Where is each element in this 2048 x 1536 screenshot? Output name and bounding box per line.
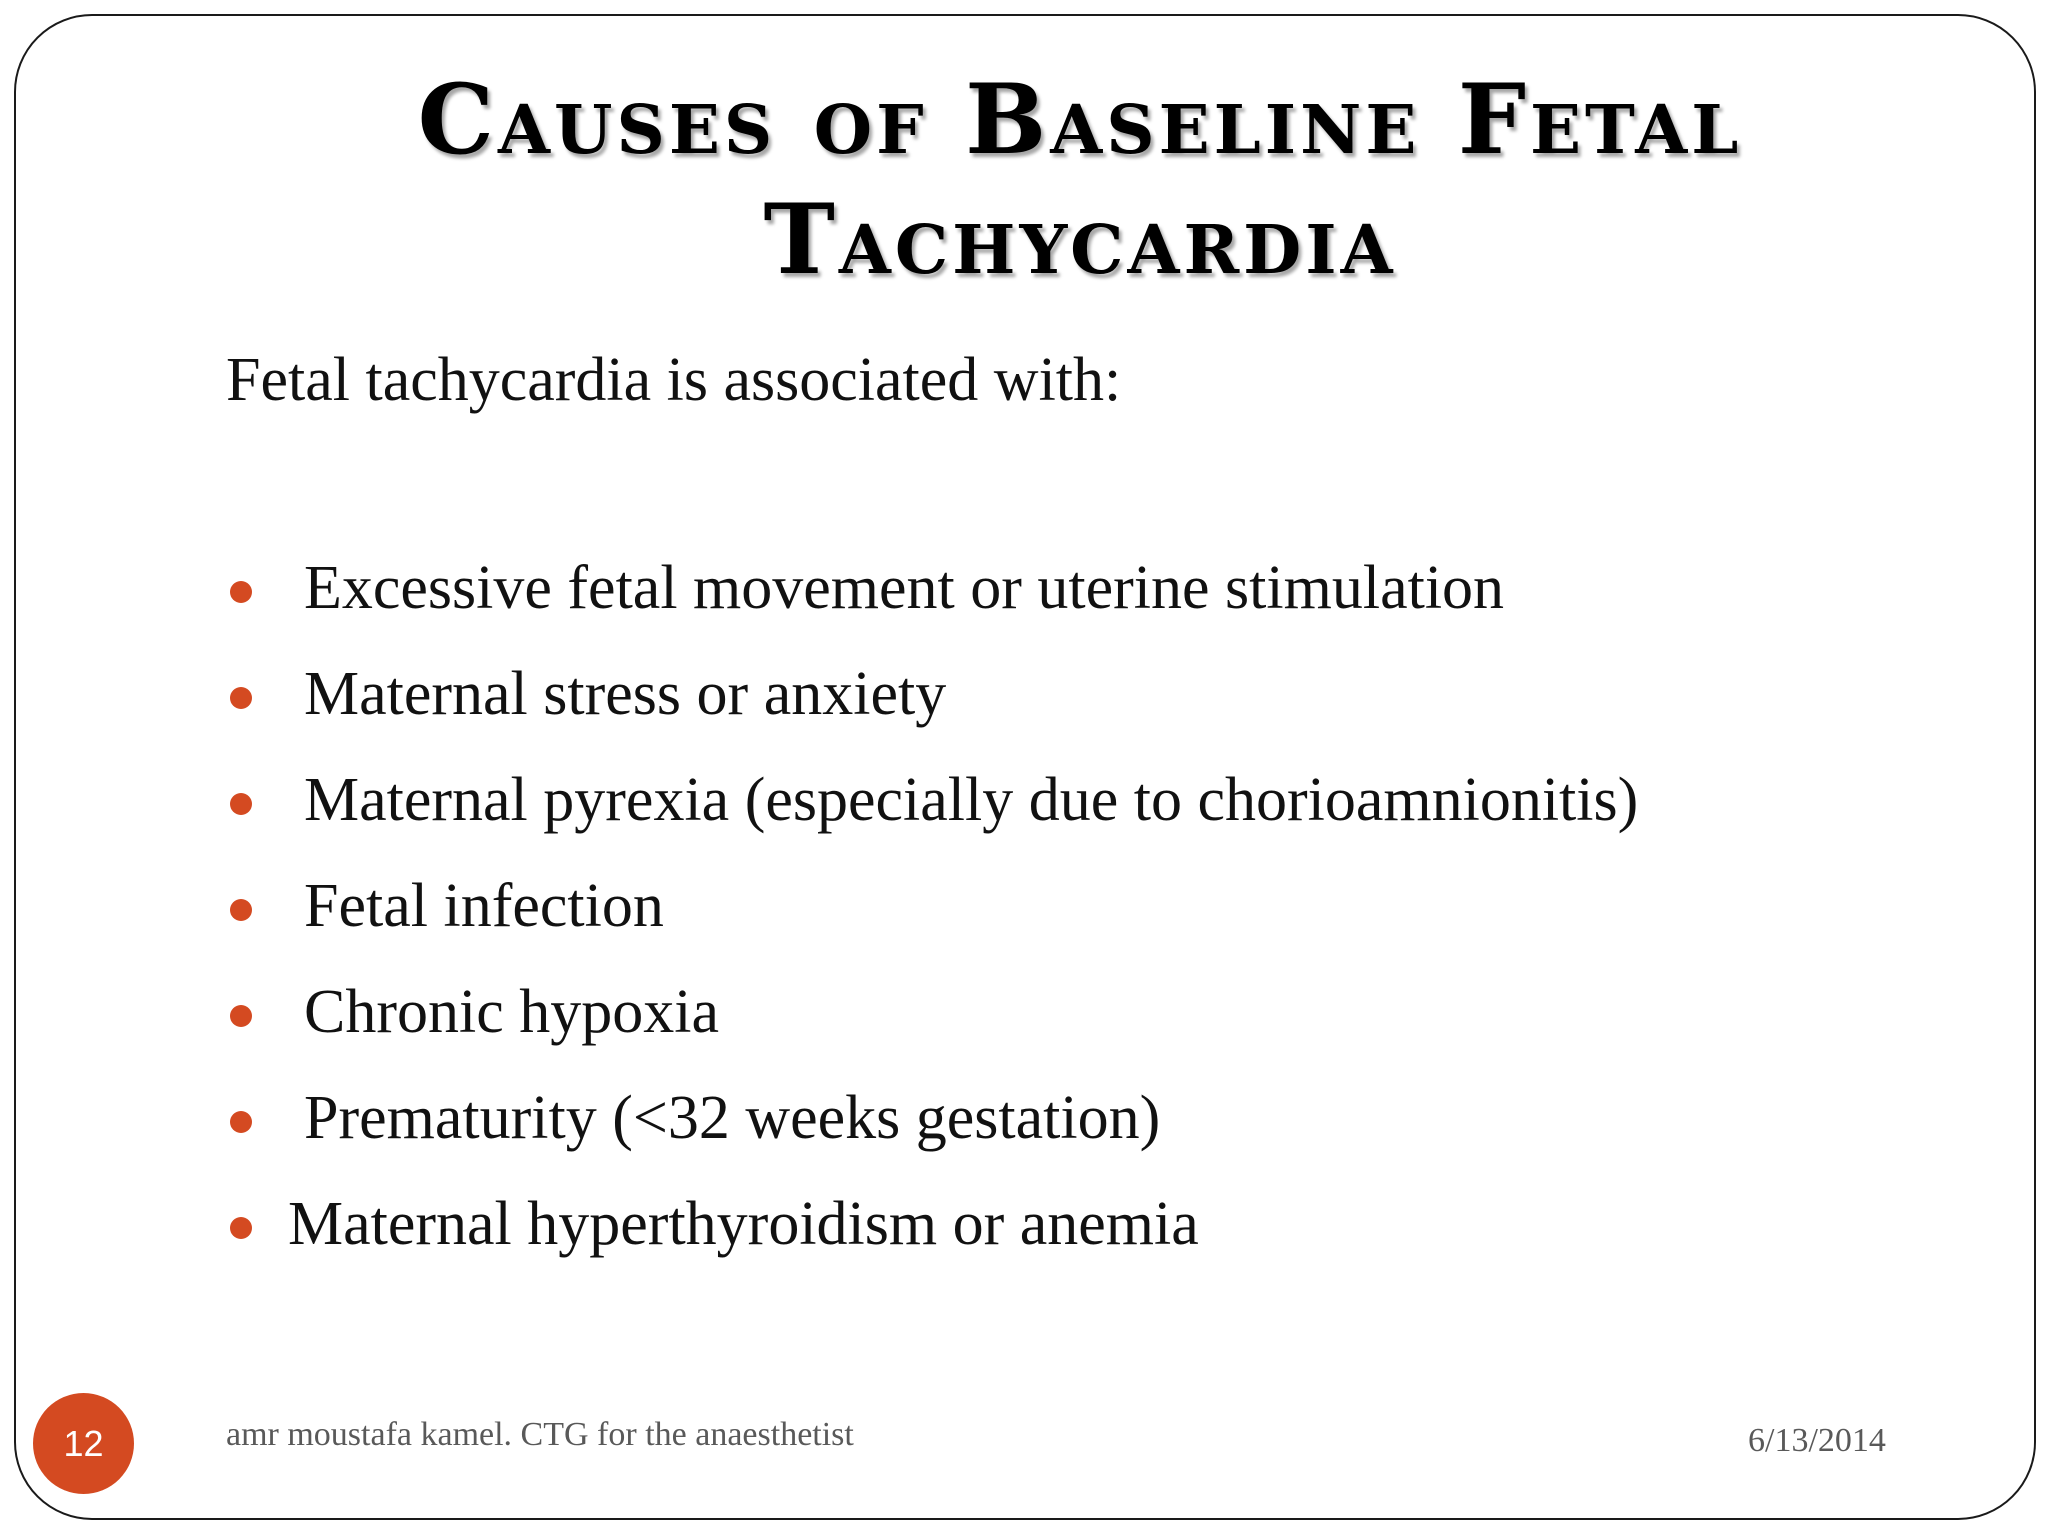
title-line-2: Tachycardia xyxy=(763,183,1397,296)
page-number-badge: 12 xyxy=(33,1393,134,1494)
bullet-dot-icon xyxy=(230,1005,252,1027)
footer-author: amr moustafa kamel. CTG for the anaesthetist xyxy=(226,1416,854,1453)
bullet-item xyxy=(226,548,1926,654)
bullet-item xyxy=(226,1078,1926,1184)
bullet-text: Maternal stress or anxiety xyxy=(304,660,947,728)
bullet-item xyxy=(226,654,1926,760)
bullet-text: Maternal hyperthyroidism or anemia xyxy=(288,1190,1199,1258)
bullet-item xyxy=(226,760,1926,866)
bullet-item xyxy=(226,866,1926,972)
bullet-text: Prematurity (<32 weeks gestation) xyxy=(304,1084,1161,1152)
bullet-dot-icon xyxy=(230,793,252,815)
bullet-item xyxy=(226,1184,1926,1290)
bullet-dot-icon xyxy=(230,1217,252,1239)
bullet-list xyxy=(226,548,1926,1290)
bullet-dot-icon xyxy=(230,687,252,709)
footer-date: 6/13/2014 xyxy=(1748,1422,1886,1459)
bullet-dot-icon xyxy=(230,581,252,603)
slide-title xyxy=(300,60,1860,300)
title-line-1: Causes of Baseline Fetal xyxy=(417,63,1743,176)
bullet-text: Fetal infection xyxy=(304,872,664,940)
bullet-text: Maternal pyrexia (especially due to chorioamnionitis) xyxy=(304,766,1639,834)
bullet-dot-icon xyxy=(230,899,252,921)
bullet-dot-icon xyxy=(230,1111,252,1133)
bullet-text: Chronic hypoxia xyxy=(304,978,719,1046)
intro-text: Fetal tachycardia is associated with: xyxy=(226,346,1122,414)
bullet-text: Excessive fetal movement or uterine stimulation xyxy=(304,554,1505,622)
bullet-item xyxy=(226,972,1926,1078)
